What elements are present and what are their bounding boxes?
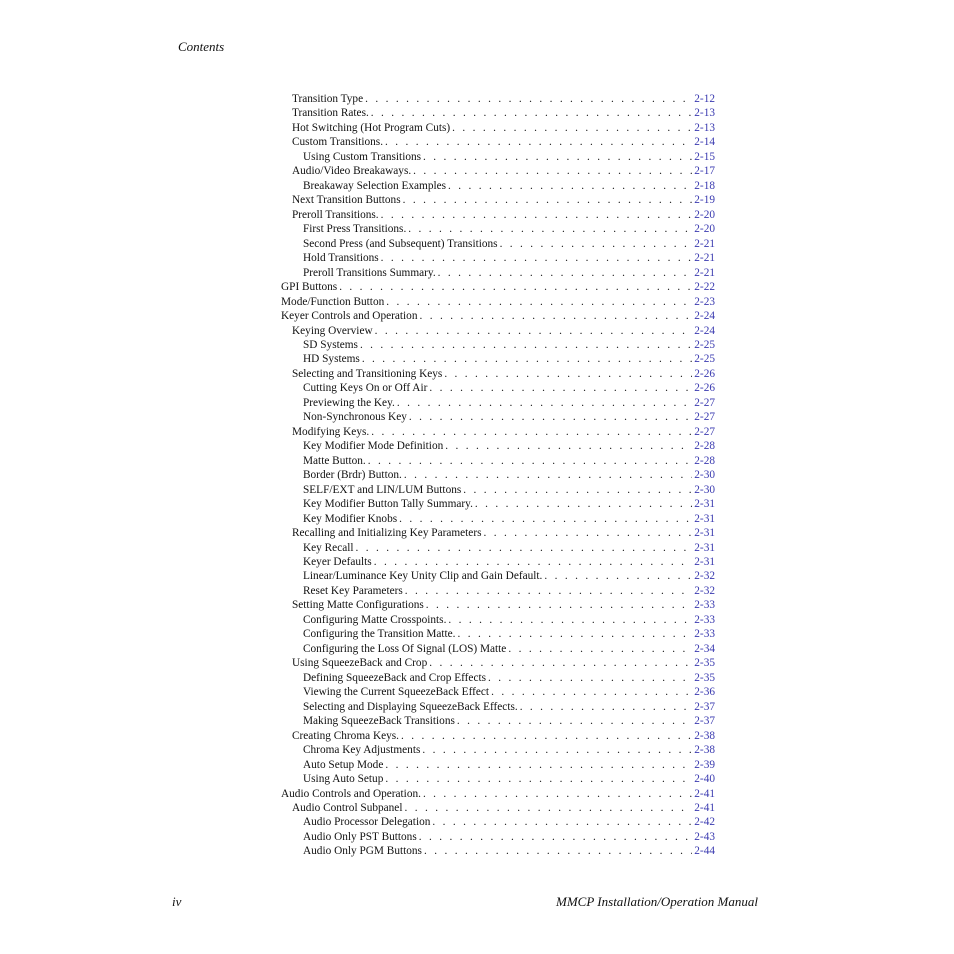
toc-dot-leader	[371, 425, 692, 439]
toc-page-link[interactable]: 2-44	[694, 845, 715, 858]
toc-page-link[interactable]: 2-33	[694, 613, 715, 626]
toc-entry-title: Second Press (and Subsequent) Transitions	[303, 237, 498, 250]
toc-entry[interactable]	[281, 772, 715, 786]
toc-dot-leader	[403, 193, 693, 207]
toc-entry[interactable]	[281, 584, 715, 598]
toc-page-link[interactable]: 2-28	[694, 454, 715, 467]
toc-dot-leader	[419, 830, 693, 844]
toc-entry-title: First Press Transitions.	[303, 223, 407, 236]
toc-entry-title: Key Modifier Knobs	[303, 512, 398, 525]
toc-entry[interactable]	[281, 758, 715, 772]
toc-entry[interactable]	[281, 280, 715, 294]
toc-dot-leader	[463, 483, 692, 497]
toc-entry[interactable]	[281, 685, 715, 699]
toc-dot-leader	[339, 280, 692, 294]
toc-entry-title: Audio Only PGM Buttons	[303, 845, 422, 858]
toc-entry[interactable]	[281, 164, 715, 178]
toc-page-link[interactable]: 2-24	[694, 324, 715, 337]
toc-entry-title: Next Transition Buttons	[292, 194, 401, 207]
toc-entry[interactable]	[281, 830, 715, 844]
toc-page-link[interactable]: 2-32	[694, 570, 715, 583]
toc-dot-leader	[426, 598, 692, 612]
toc-dot-leader	[385, 758, 692, 772]
toc-entry[interactable]	[281, 92, 715, 106]
toc-entry[interactable]	[281, 396, 715, 410]
toc-page-link[interactable]: 2-41	[694, 787, 715, 800]
toc-entry-title: Mode/Function Button	[281, 295, 385, 308]
toc-entry-title: Audio Controls and Operation.	[281, 787, 421, 800]
toc-dot-leader	[419, 309, 692, 323]
toc-entry[interactable]	[281, 844, 715, 858]
toc-dot-leader	[386, 295, 692, 309]
toc-dot-leader	[422, 743, 692, 757]
toc-page-link[interactable]: 2-12	[694, 93, 715, 105]
toc-page-link[interactable]: 2-31	[694, 527, 715, 540]
toc-dot-leader	[452, 121, 692, 135]
toc-dot-leader	[381, 208, 693, 222]
toc-dot-leader	[356, 541, 693, 555]
toc-page-link[interactable]: 2-32	[694, 584, 715, 597]
toc-page-link[interactable]: 2-27	[694, 411, 715, 424]
toc-page-link[interactable]: 2-26	[694, 367, 715, 380]
toc-entry-title: Selecting and Transitioning Keys	[292, 367, 443, 380]
toc-page-link[interactable]: 2-31	[694, 541, 715, 554]
toc-dot-leader	[491, 685, 692, 699]
toc-dot-leader	[448, 179, 692, 193]
toc-page-link[interactable]: 2-13	[694, 107, 715, 120]
toc-entry-title: GPI Buttons	[281, 281, 338, 294]
toc-entry[interactable]	[281, 352, 715, 366]
toc-entry-title: Recalling and Initializing Key Parameters	[292, 527, 482, 540]
toc-entry[interactable]	[281, 439, 715, 453]
toc-page-link[interactable]: 2-34	[694, 642, 715, 655]
toc-entry[interactable]	[281, 135, 715, 149]
toc-entry[interactable]	[281, 338, 715, 352]
toc-entry[interactable]	[281, 700, 715, 714]
toc-entry[interactable]	[281, 367, 715, 381]
toc-dot-leader	[429, 656, 692, 670]
toc-page-link[interactable]: 2-25	[694, 338, 715, 351]
toc-dot-leader	[508, 642, 692, 656]
toc-dot-leader	[445, 439, 692, 453]
page-number: iv	[172, 894, 182, 909]
toc-entry[interactable]	[281, 743, 715, 757]
toc-entry-title: Viewing the Current SqueezeBack Effect	[303, 686, 490, 699]
toc-page-link[interactable]: 2-15	[694, 150, 715, 163]
toc-entry-title: Preroll Transitions Summary.	[303, 266, 436, 279]
toc-entry[interactable]	[281, 295, 715, 309]
toc-dot-leader	[374, 555, 693, 569]
toc-entry[interactable]	[281, 526, 715, 540]
toc-entry-title: Transition Type	[292, 93, 364, 105]
toc-dot-leader	[448, 613, 692, 627]
toc-page-link[interactable]: 2-20	[694, 223, 715, 236]
toc-page-link[interactable]: 2-13	[694, 121, 715, 134]
toc-entry[interactable]	[281, 483, 715, 497]
toc-entry[interactable]	[281, 251, 715, 265]
toc-dot-leader	[397, 396, 692, 410]
toc-dot-leader	[360, 338, 692, 352]
toc-dot-leader	[409, 410, 692, 424]
toc-entry[interactable]	[281, 410, 715, 424]
toc-entry-title: Defining SqueezeBack and Crop Effects	[303, 671, 486, 684]
toc-dot-leader	[488, 671, 692, 685]
toc-dot-leader	[413, 164, 692, 178]
toc-entry[interactable]	[281, 656, 715, 670]
toc-page-link[interactable]: 2-38	[694, 744, 715, 757]
toc-dot-leader	[368, 454, 693, 468]
toc-page-link[interactable]: 2-30	[694, 469, 715, 482]
toc-entry[interactable]	[281, 555, 715, 569]
toc-page-link[interactable]: 2-18	[694, 179, 715, 192]
toc-entry[interactable]	[281, 613, 715, 627]
toc-entry-title: Using SqueezeBack and Crop	[292, 657, 428, 670]
toc-dot-leader	[404, 468, 692, 482]
toc-page-link[interactable]: 2-22	[694, 281, 715, 294]
toc-entry[interactable]	[281, 193, 715, 207]
toc-page-link[interactable]: 2-31	[694, 498, 715, 511]
toc-entry[interactable]	[281, 497, 715, 511]
toc-page-link[interactable]: 2-20	[694, 208, 715, 221]
toc-page-link[interactable]: 2-27	[694, 396, 715, 409]
toc-entry-title: SELF/EXT and LIN/LUM Buttons	[303, 483, 462, 496]
toc-entry-title: Configuring the Loss Of Signal (LOS) Matte	[303, 642, 507, 655]
toc-dot-leader	[444, 367, 692, 381]
toc-entry[interactable]	[281, 512, 715, 526]
toc-page-link[interactable]: 2-21	[694, 252, 715, 265]
toc-entry[interactable]	[281, 106, 715, 120]
toc-entry-title: Cutting Keys On or Off Air	[303, 382, 428, 395]
toc-entry-title: Setting Matte Configurations	[292, 599, 424, 612]
toc-page-link[interactable]: 2-31	[694, 512, 715, 525]
toc-entry-title: Reset Key Parameters	[303, 584, 403, 597]
toc-dot-leader	[385, 135, 692, 149]
toc-entry-title: Linear/Luminance Key Unity Clip and Gain Default.	[303, 570, 543, 583]
toc-dot-leader	[385, 772, 692, 786]
toc-page-link[interactable]: 2-38	[694, 729, 715, 742]
toc-entry-title: Creating Chroma Keys.	[292, 729, 399, 742]
toc-entry-title: Audio Control Subpanel	[292, 801, 403, 814]
toc-entry-title: Using Auto Setup	[303, 773, 384, 786]
toc-page-link[interactable]: 2-37	[694, 700, 715, 713]
toc-page-link[interactable]: 2-42	[694, 816, 715, 829]
toc-dot-leader	[375, 324, 693, 338]
toc-page-link[interactable]: 2-28	[694, 440, 715, 453]
toc-entry[interactable]	[281, 569, 715, 583]
toc-page-link[interactable]: 2-19	[694, 194, 715, 207]
toc-entry[interactable]	[281, 179, 715, 193]
toc-dot-leader	[520, 700, 693, 714]
toc-page-link[interactable]: 2-21	[694, 266, 715, 279]
toc-dot-leader	[401, 729, 692, 743]
toc-entry-title: Custom Transitions.	[292, 136, 384, 149]
toc-entry-title: Keyer Defaults	[303, 556, 372, 568]
toc-entry[interactable]	[281, 150, 715, 164]
toc-dot-leader	[438, 266, 693, 280]
toc-entry-title: Hot Switching (Hot Program Cuts)	[292, 121, 451, 134]
table-of-contents	[281, 92, 715, 859]
toc-dot-leader	[429, 381, 692, 395]
toc-entry-title: Hold Transitions	[303, 252, 379, 265]
toc-entry-title: Chroma Key Adjustments	[303, 744, 421, 757]
toc-page-link[interactable]: 2-14	[694, 136, 715, 149]
toc-entry[interactable]	[281, 598, 715, 612]
toc-entry-title: Using Custom Transitions	[303, 150, 422, 163]
toc-entry-title: Modifying Keys.	[292, 425, 370, 438]
toc-page-link[interactable]: 2-17	[694, 165, 715, 178]
toc-page-link[interactable]: 2-24	[694, 310, 715, 323]
toc-entry-title: Selecting and Displaying SqueezeBack Effects.	[303, 700, 518, 713]
toc-dot-leader	[381, 251, 693, 265]
toc-page-link[interactable]: 2-37	[694, 715, 715, 728]
toc-page-link[interactable]: 2-35	[694, 671, 715, 684]
toc-entry[interactable]	[281, 642, 715, 656]
toc-entry-title: Key Modifier Button Tally Summary.	[303, 498, 473, 511]
toc-page-link[interactable]: 2-26	[694, 382, 715, 395]
toc-entry-title: Audio Processor Delegation	[303, 816, 431, 829]
toc-dot-leader	[457, 714, 692, 728]
toc-dot-leader	[423, 150, 692, 164]
toc-entry[interactable]	[281, 801, 715, 815]
toc-page-link[interactable]: 2-39	[694, 758, 715, 771]
toc-entry[interactable]	[281, 729, 715, 743]
toc-page-link[interactable]: 2-30	[694, 483, 715, 496]
manual-title: MMCP Installation/Operation Manual	[556, 894, 758, 909]
toc-entry[interactable]	[281, 237, 715, 251]
toc-entry[interactable]	[281, 541, 715, 555]
toc-entry-title: Transition Rates.	[292, 107, 369, 120]
toc-entry[interactable]	[281, 222, 715, 236]
toc-page-link[interactable]: 2-21	[694, 237, 715, 250]
toc-entry[interactable]	[281, 208, 715, 222]
toc-page-link[interactable]: 2-25	[694, 353, 715, 366]
toc-entry-title: Border (Brdr) Button.	[303, 469, 402, 482]
toc-page-link[interactable]: 2-23	[694, 295, 715, 308]
toc-page-link[interactable]: 2-31	[694, 556, 715, 568]
toc-page-link[interactable]: 2-41	[694, 801, 715, 814]
toc-entry[interactable]	[281, 381, 715, 395]
toc-page-link[interactable]: 2-33	[694, 599, 715, 612]
toc-entry-title: Keying Overview	[292, 324, 373, 337]
toc-entry[interactable]	[281, 454, 715, 468]
toc-dot-leader	[362, 352, 692, 366]
toc-entry[interactable]	[281, 121, 715, 135]
toc-entry-title: Key Modifier Mode Definition	[303, 440, 444, 453]
toc-dot-leader	[405, 584, 693, 598]
toc-entry[interactable]	[281, 309, 715, 323]
toc-entry[interactable]	[281, 324, 715, 338]
toc-entry[interactable]	[281, 425, 715, 439]
toc-dot-leader	[365, 92, 692, 106]
toc-entry-title: SD Systems	[303, 338, 358, 351]
toc-entry-title: Key Recall	[303, 541, 354, 554]
toc-dot-leader	[423, 787, 692, 801]
toc-dot-leader	[483, 526, 692, 540]
toc-entry-title: Configuring Matte Crosspoints.	[303, 613, 447, 626]
toc-dot-leader	[424, 844, 692, 858]
toc-entry-title: Keyer Controls and Operation	[281, 310, 418, 323]
toc-entry[interactable]	[281, 714, 715, 728]
toc-dot-leader	[399, 512, 692, 526]
toc-entry-title: Matte Button.	[303, 454, 366, 467]
toc-entry[interactable]	[281, 468, 715, 482]
toc-entry-title: HD Systems	[303, 353, 360, 366]
toc-page-link[interactable]: 2-27	[694, 425, 715, 438]
toc-entry-title: Auto Setup Mode	[303, 758, 384, 771]
toc-entry[interactable]	[281, 627, 715, 641]
toc-entry[interactable]	[281, 787, 715, 801]
running-head: Contents	[178, 39, 225, 54]
toc-dot-leader	[404, 801, 692, 815]
toc-dot-leader	[475, 497, 692, 511]
toc-entry[interactable]	[281, 815, 715, 829]
toc-entry-title: Audio Only PST Buttons	[303, 830, 417, 843]
toc-dot-leader	[408, 222, 692, 236]
toc-dot-leader	[432, 815, 692, 829]
toc-entry-title: Preroll Transitions.	[292, 208, 379, 221]
toc-dot-leader	[458, 627, 693, 641]
toc-entry-title: Configuring the Transition Matte.	[303, 628, 456, 641]
toc-entry-title: Breakaway Selection Examples	[303, 179, 447, 192]
toc-entry-title: Audio/Video Breakaways.	[292, 165, 412, 178]
toc-dot-leader	[544, 569, 692, 583]
toc-entry-title: Non-Synchronous Key	[303, 411, 407, 424]
toc-page-link[interactable]: 2-43	[694, 830, 715, 843]
toc-dot-leader	[371, 106, 692, 120]
toc-page-link[interactable]: 2-40	[694, 773, 715, 786]
toc-entry-title: Previewing the Key.	[303, 396, 395, 409]
toc-page-link[interactable]: 2-35	[694, 657, 715, 670]
toc-entry-title: Making SqueezeBack Transitions	[303, 715, 455, 728]
toc-page-link[interactable]: 2-33	[694, 628, 715, 641]
toc-page-link[interactable]: 2-36	[694, 686, 715, 699]
toc-entry[interactable]	[281, 671, 715, 685]
toc-entry[interactable]	[281, 266, 715, 280]
toc-dot-leader	[500, 237, 693, 251]
